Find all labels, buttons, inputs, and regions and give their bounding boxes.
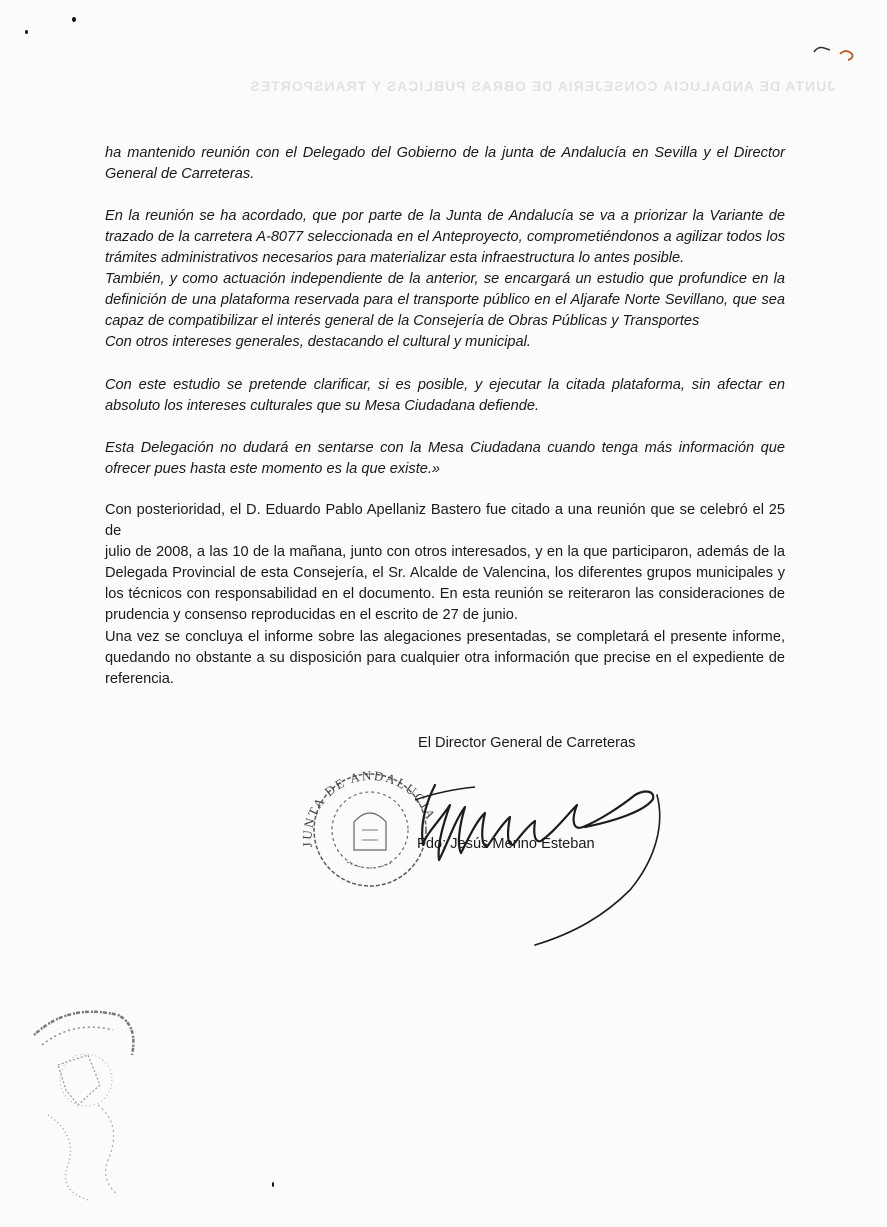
paragraph-3: [105, 375, 785, 417]
stray-dot: [72, 17, 76, 22]
partial-seal-stamp: [28, 995, 148, 1205]
corner-pen-mark: [812, 40, 862, 66]
paragraph-1: [105, 143, 785, 185]
text-line: trámites administrativos necesarios para materializar esta infraestructura lo antes posible.: [105, 250, 685, 266]
signatory-name: Fdo: Jesús Merino Esteban: [417, 836, 595, 852]
text-line: También, y como actuación independiente de la anterior, se encargará un estudio que profundice en la: [105, 271, 785, 287]
text-line: ha mantenido reunión con el Delegado del Gobierno de la junta de Andalucía en Sevilla y el Director: [105, 145, 785, 161]
text-line: Una vez se concluya el informe sobre las alegaciones presentadas, se completará el presente informe,: [105, 629, 785, 645]
text-line: En la reunión se ha acordado, que por parte de la Junta de Andalucía se va a priorizar la Variante de: [105, 208, 785, 224]
handwritten-signature: [395, 765, 685, 950]
text-line: prudencia y consenso reproducidas en el escrito de 27 de junio.: [105, 607, 518, 623]
text-line: definición de una plataforma reservada para el transporte público en el Aljarafe Norte Sevillano, que sea: [105, 292, 785, 308]
text-line: Con otros intereses generales, destacando el cultural y municipal.: [105, 334, 531, 350]
paragraph-5: [105, 500, 785, 626]
paragraph-6: [105, 627, 785, 690]
stray-dot: [272, 1182, 274, 1187]
bleed-through-header: JUNTA DE ANDALUCIA CONSEJERIA DE OBRAS PUBLICAS Y TRANSPORTES: [249, 78, 835, 94]
text-line: General de Carreteras.: [105, 166, 255, 182]
text-line: capaz de compatibilizar el interés general de la Consejería de Obras Públicas y Transportes: [105, 313, 700, 329]
svg-text:JUNTA DE ANDALUCIA: JUNTA DE ANDALUCIA: [299, 767, 440, 848]
text-line: Delegada Provincial de esta Consejería, el Sr. Alcalde de Valencina, los diferentes grupos municipales y: [105, 565, 785, 581]
signatory-title: El Director General de Carreteras: [418, 735, 636, 751]
text-line: Esta Delegación no dudará en sentarse con la Mesa Ciudadana cuando tenga más información que: [105, 440, 785, 456]
text-line: ofrecer pues hasta este momento es la que existe.»: [105, 461, 441, 477]
text-line: quedando no obstante a su disposición para cualquier otra información que precise en el expediente de: [105, 650, 785, 666]
text-line: Con este estudio se pretende clarificar, si es posible, y ejecutar la citada plataforma, sin afectar en: [105, 377, 785, 393]
text-line: absoluto los intereses culturales que su Mesa Ciudadana defiende.: [105, 398, 540, 414]
stray-dot: [25, 30, 28, 34]
text-line: los técnicos con responsabilidad en el documento. En esta reunión se reiteraron las consideraciones de: [105, 586, 785, 602]
paragraph-2: [105, 206, 785, 353]
text-line: julio de 2008, a las 10 de la mañana, junto con otros interesados, y en la que participaron, además de la: [105, 544, 785, 560]
text-line: trazado de la carretera A-8077 seleccionada en el Anteproyecto, comprometiéndonos a agilizar todos los: [105, 229, 785, 245]
text-line: referencia.: [105, 671, 174, 687]
text-line: Con posterioridad, el D. Eduardo Pablo Apellaniz Bastero fue citado a una reunión que se celebró el 25 de: [105, 502, 785, 539]
paragraph-4: [105, 438, 785, 480]
